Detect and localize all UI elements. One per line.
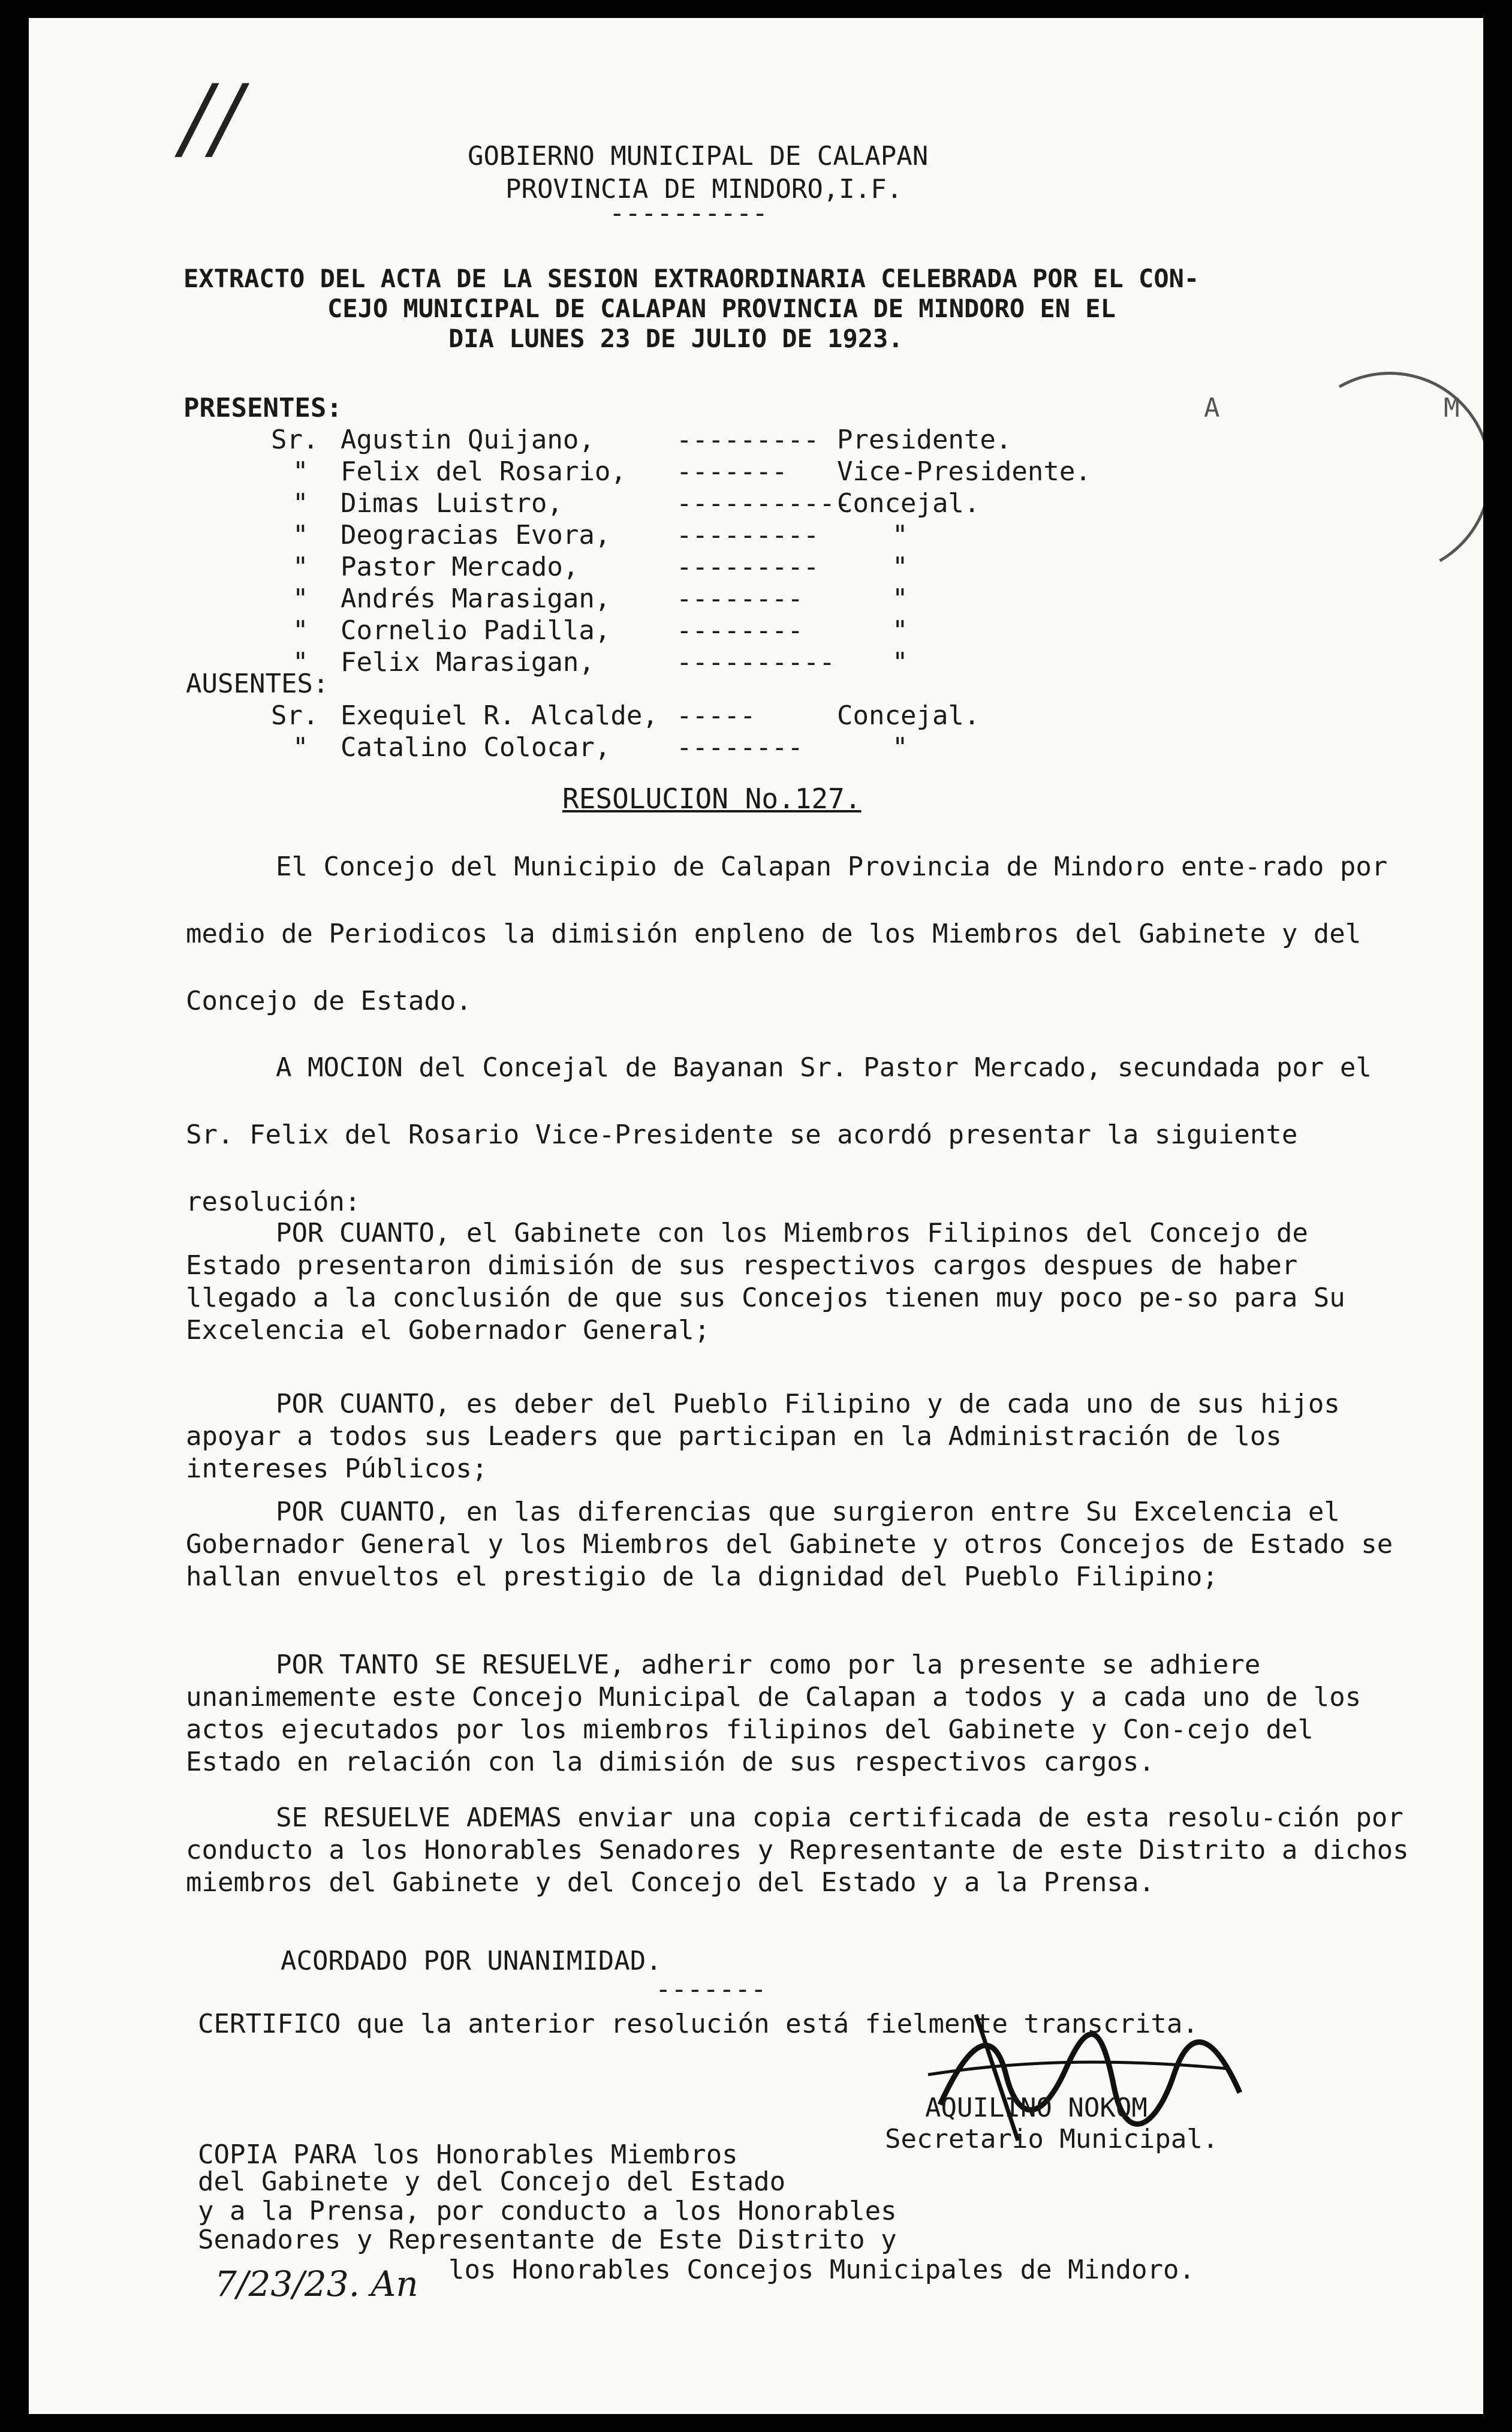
title-line-3: DIA LUNES 23 DE JULIO DE 1923. <box>448 324 903 353</box>
signatory-name: AQUILINO NOKOM <box>925 2093 1147 2123</box>
paragraph-1-text: El Concejo del Municipio de Calapan Provincia de Mindoro ente-rado por medio de Periodicos la dimisión enpleno de los Miembros del Gabinete y del Concejo de Estado. <box>186 851 1388 1016</box>
present-prefix: Sr. <box>271 425 319 455</box>
absent-label: AUSENTES: <box>186 669 329 699</box>
present-dashes: -------- <box>676 583 803 614</box>
present-label: PRESENTES: <box>183 393 342 423</box>
header-line-1: GOBIERNO MUNICIPAL DE CALAPAN <box>468 141 929 171</box>
paragraph-3-text: POR CUANTO, el Gabinete con los Miembros Filipinos del Concejo de Estado presentaron dimisión de sus respectivos cargos despues de haber llegado a la conclusión de que sus Concejos tienen muy poco pe-so para Su Excelencia el Gobernador General; <box>186 1218 1345 1346</box>
agreed-line: ACORDADO POR UNANIMIDAD. <box>281 1946 662 1976</box>
present-name: Agustin Quijano, <box>341 425 595 455</box>
present-role: " <box>892 552 908 582</box>
absent-role: " <box>892 732 908 763</box>
title-line-2: CEJO MUNICIPAL DE CALAPAN PROVINCIA DE MINDORO EN EL <box>327 294 1116 323</box>
paragraph-4-text: POR CUANTO, es deber del Pueblo Filipino y de cada uno de sus hijos apoyar a todos sus Leaders que participan en la Administración de los intereses Públicos; <box>186 1389 1340 1484</box>
copy-to-line-4: Senadores y Representante de Este Distrito y <box>198 2225 897 2255</box>
stamp-letter-m: M <box>1444 393 1460 423</box>
present-role: " <box>892 647 908 678</box>
paragraph-2-text: A MOCION del Concejal de Bayanan Sr. Pastor Mercado, secundada por el Sr. Felix del Rosario Vice-Presidente se acordó presentar la siguiente resolución: <box>186 1052 1372 1217</box>
present-dashes: --------- <box>676 425 820 455</box>
title-line-1: EXTRACTO DEL ACTA DE LA SESION EXTRAORDINARIA CELEBRADA POR EL CON- <box>183 264 1200 293</box>
present-dashes: -------- <box>676 615 803 646</box>
absent-role: Concejal. <box>837 700 980 731</box>
paragraph-7 <box>186 1802 1415 1899</box>
present-role: Vice-Presidente. <box>837 456 1091 487</box>
paragraph-3 <box>186 1217 1415 1347</box>
present-prefix: " <box>293 647 309 678</box>
paragraph-2 <box>186 1034 1415 1236</box>
copy-to-line-3: y a la Prensa, por conducto a los Honorables <box>198 2196 897 2226</box>
present-dashes: ----------- <box>676 488 851 519</box>
present-prefix: " <box>293 615 309 646</box>
present-prefix: " <box>293 456 309 487</box>
absent-name: Exequiel R. Alcalde, <box>341 700 658 731</box>
header-rule: ---------- <box>609 198 768 228</box>
present-role: Concejal. <box>837 488 980 519</box>
paragraph-7-text: SE RESUELVE ADEMAS enviar una copia certificada de esta resolu-ción por conducto a los Honorables Senadores y Representante de este Distrito a dichos miembros del Gabinete y del Concejo del Estado y a la Prensa. <box>186 1802 1409 1898</box>
copy-to-line-5: los Honorables Concejos Municipales de Mindoro. <box>448 2255 1195 2285</box>
present-prefix: " <box>293 520 309 550</box>
paragraph-6 <box>186 1649 1415 1778</box>
agreed-rule: ------- <box>655 1974 767 2004</box>
signatory-title: Secretario Municipal. <box>885 2124 1219 2154</box>
certification-line: CERTIFICO que la anterior resolución está fielmente transcrita. <box>198 2009 1198 2039</box>
copy-to-line-2: del Gabinete y del Concejo del Estado <box>198 2166 786 2197</box>
present-name: Deogracias Evora, <box>341 520 611 550</box>
present-name: Felix del Rosario, <box>341 456 627 487</box>
present-name: Felix Marasigan, <box>341 647 595 678</box>
present-dashes: ------- <box>676 456 788 487</box>
present-prefix: " <box>293 552 309 582</box>
paragraph-5 <box>186 1496 1415 1593</box>
present-role: " <box>892 615 908 646</box>
present-role: Presidente. <box>837 425 1012 455</box>
present-prefix: " <box>293 488 309 519</box>
present-prefix: " <box>293 583 309 614</box>
present-dashes: ---------- <box>676 647 835 678</box>
present-role: " <box>892 520 908 550</box>
present-name: Andrés Marasigan, <box>341 583 611 614</box>
absent-name: Catalino Colocar, <box>341 732 611 763</box>
present-name: Dimas Luistro, <box>341 488 563 519</box>
stamp-letter-a: A <box>1204 393 1220 423</box>
handwritten-date-note: 7/23/23. An <box>215 2264 418 2304</box>
paragraph-4 <box>186 1388 1415 1485</box>
present-name: Cornelio Padilla, <box>341 615 611 646</box>
document-page <box>29 18 1483 2414</box>
paragraph-6-text: POR TANTO SE RESUELVE, adherir como por la presente se adhiere unanimemente este Concejo Municipal de Calapan a todos y a cada uno de los actos ejecutados por los miembros filipinos del Gabinete y Con-cejo del Estado en relación con la dimisión de sus respectivos cargos. <box>186 1650 1362 1777</box>
paragraph-5-text: POR CUANTO, en las diferencias que surgieron entre Su Excelencia el Gobernador General y los Miembros del Gabinete y otros Concejos de Estado se hallan envueltos el prestigio de la dignidad del Pueblo Filipino; <box>186 1497 1393 1592</box>
paragraph-1 <box>186 833 1415 1035</box>
present-name: Pastor Mercado, <box>341 552 579 582</box>
present-role: " <box>892 583 908 614</box>
absent-dashes: ----- <box>676 700 756 731</box>
absent-prefix: " <box>293 732 309 763</box>
resolution-title: RESOLUCION No.127. <box>562 782 862 815</box>
received-stamp <box>1265 349 1483 598</box>
present-dashes: --------- <box>676 552 820 582</box>
margin-mark: // <box>182 66 243 170</box>
absent-prefix: Sr. <box>271 700 319 731</box>
copy-to-line-1: COPIA PARA los Honorables Miembros <box>198 2139 738 2170</box>
absent-dashes: -------- <box>676 732 803 763</box>
header-line-2: PROVINCIA DE MINDORO,I.F. <box>505 174 903 204</box>
present-dashes: --------- <box>676 520 820 550</box>
